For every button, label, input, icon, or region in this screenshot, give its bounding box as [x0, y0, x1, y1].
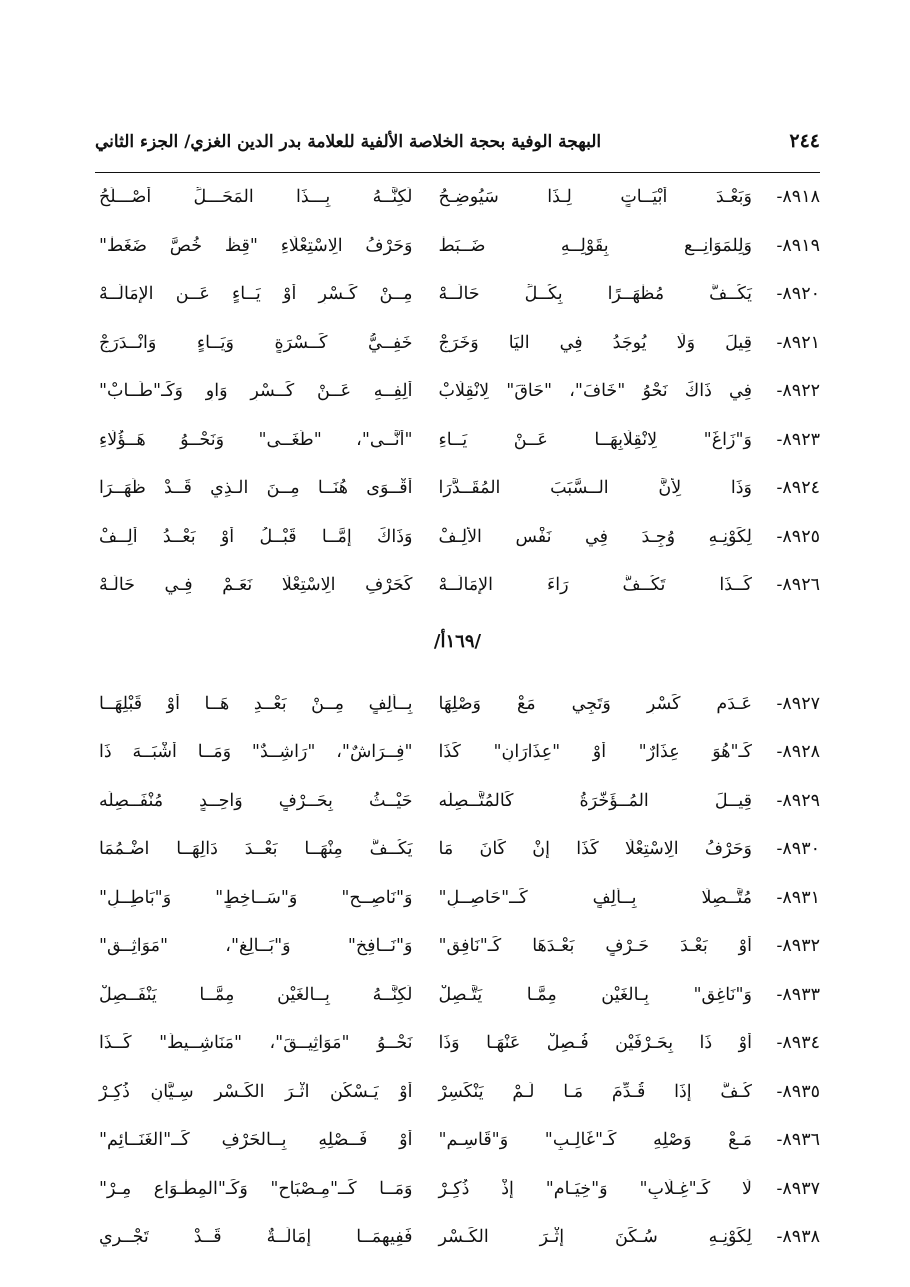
second-hemistich: وَحَرْفُ الِاسْتِعْلَاءِ "قِظْ خُصَّ ضَغَطْ"	[99, 235, 413, 256]
page-header	[95, 130, 820, 173]
first-hemistich: قِيــلَ المُــؤَخَّرَةُ كَالمُتَّــصِلَه	[438, 790, 752, 811]
first-hemistich: لَا كَـ"غِـلَابٍ" وَ"خِيَـامٍ" إِذْ ذُكِـرْ	[438, 1178, 752, 1199]
verse-line	[95, 728, 820, 777]
verse-number: ٨٩٢٩-	[776, 790, 820, 811]
book-page	[95, 130, 820, 1262]
second-hemistich: لَكِنَّــهُ بِـــذَا المَحَـــلِّ أَصْـــلَحُ	[99, 187, 413, 208]
verse-line	[95, 1019, 820, 1068]
verse-number: ٨٩٢٧-	[776, 693, 820, 714]
second-hemistich: أَقْــوَى هُنَــا مِــنَ الـذِي قَــدْ ظَهَــرَا	[99, 478, 413, 499]
running-title: البهجة الوفية بحجة الخلاصة الألفية للعلامة بدر الدين الغزي/ الجزء الثاني	[95, 132, 602, 152]
verse-number: ٨٩٢٢-	[776, 381, 820, 402]
verse-number: ٨٩٣٤-	[776, 1033, 820, 1054]
verse-number: ٨٩٢٤-	[776, 478, 820, 499]
first-hemistich: وَ"زَاغَ" لِانْقِلَابِهَــا عَــنْ يَــاءِ	[438, 429, 752, 450]
first-hemistich: كُـفَّ إِذَا قُـدِّمَ مَـا لَـمْ يَنْكَسِرْ	[438, 1081, 752, 1102]
first-hemistich: لِكَوْنِـهِ سُـكِّنَ إِثْـرَ الكَـسْرِ	[438, 1227, 752, 1248]
verse-number: ٨٩٢٣-	[776, 429, 820, 450]
verse-line	[95, 513, 820, 562]
verse-line	[95, 1068, 820, 1117]
first-hemistich: وَذَا لِأَنَّ الــسَّبَبَ المُقَــدَّرَا	[438, 478, 752, 499]
verse-line	[95, 173, 820, 222]
second-hemistich: مِــنْ كَـسْرٍ أَوْ يَــاءٍ عَــنِ الإِمَالَــهْ	[99, 284, 413, 305]
verse-line	[95, 874, 820, 923]
verse-line	[95, 971, 820, 1020]
page-number: ٢٤٤	[789, 130, 820, 152]
verse-line	[95, 1165, 820, 1214]
verse-number: ٨٩٢٠-	[776, 284, 820, 305]
second-hemistich: فَفِيهِمَــا إِمَالَــةٌ قَــدْ تَجْــرِي	[99, 1227, 413, 1248]
first-hemistich: مُتَّــصِلًا بِــأَلِفٍ كَــ"حَاصِــلِ"	[438, 887, 752, 908]
verse-line	[95, 319, 820, 368]
second-hemistich: أَلِفِــهِ عَــنْ كَــسْرٍ وَاوٍ وَكَـ"طَــابْ"	[99, 381, 413, 402]
second-hemistich: "فِــرَاشٌ"، "رَاشِــدٌ" وَمَــا أَشْبَــهَ ذَا	[99, 742, 413, 763]
verse-line	[95, 825, 820, 874]
verse-number: ٨٩٣١-	[776, 887, 820, 908]
verse-line	[95, 416, 820, 465]
first-hemistich: وَلِلمَوَانِــعِ بِقَوْلِــهِ ضَــبَطْ	[438, 235, 752, 256]
second-hemistich: كَحَرْفِ الِاسْتِعْلَا نَعَـمْ فِـي حَالَـهْ	[99, 575, 413, 596]
verse-line	[95, 777, 820, 826]
second-hemistich: وَمَــا كَــ"مِـصْبَاحٍ" وَكَـ"المِطْـوَاعِ مِـرْ"	[99, 1178, 413, 1199]
verse-list-part1	[95, 173, 820, 610]
verse-number: ٨٩٢٦-	[776, 575, 820, 596]
verse-number: ٨٩٣٣-	[776, 984, 820, 1005]
verse-line	[95, 680, 820, 729]
verse-number: ٨٩٢٥-	[776, 526, 820, 547]
second-hemistich: أَوْ فَــصْلِهِ بِــالحَرْفِ كَــ"الغَنَــائِمِ"	[99, 1130, 413, 1151]
verse-number: ٨٩٢٨-	[776, 742, 820, 763]
verse-number: ٨٩٣٧-	[776, 1178, 820, 1199]
first-hemistich: يَكُــفُّ مُظْهَــرًا بِكُــلِّ حَالَــهْ	[438, 284, 752, 305]
verse-number: ٨٩٣٨-	[776, 1227, 820, 1248]
first-hemistich: مَـعْ وَصْلِهِ كَـ"غَالِـبٍ" وَ"قَاسِـمِ"	[438, 1130, 752, 1151]
second-hemistich: بِــأَلِفٍ مِــنْ بَعْــدِ هَــا أَوْ قَبْلِهَــا	[99, 693, 413, 714]
verse-number: ٨٩١٨-	[776, 187, 820, 208]
first-hemistich: أَوْ بَعْـدَ حَـرْفٍ بَعْـدَهَا كَـ"نَافِقٍ"	[438, 936, 752, 957]
verse-list-part2	[95, 680, 820, 1262]
folio-marker: /١٦٩أ/	[433, 630, 482, 652]
verse-line	[95, 222, 820, 271]
verse-line	[95, 464, 820, 513]
first-hemistich: فِي ذَاكَ نَحْوُ "خَافَ"، "حَاقَ" لِانْقِلَابْ	[438, 381, 752, 402]
verse-number: ٨٩٢١-	[776, 332, 820, 353]
verse-number: ٨٩٣٠-	[776, 839, 820, 860]
first-hemistich: أَوْ ذَا بِحَـرْفَيْنِ فُـصِلْ عَنْهَـا وَذَا	[438, 1033, 752, 1054]
verse-line	[95, 1213, 820, 1262]
verse-line	[95, 1116, 820, 1165]
second-hemistich: وَ"نَاصِــحٍ" وَ"سَــاخِطٍ" وَ"بَاطِــلِ"	[99, 887, 413, 908]
second-hemistich: أَوْ يَـسْكُنِ اثْـرَ الكَـسْرِ سِـيَّانِ ذُكِـرْ	[99, 1081, 413, 1102]
first-hemistich: كَـ"هُوَ عِذَارٌ" أَوْ "عِذَارَانِ" كَذَا	[438, 742, 752, 763]
verse-number: ٨٩٣٦-	[776, 1130, 820, 1151]
verse-number: ٨٩٣٥-	[776, 1081, 820, 1102]
first-hemistich: وَ"نَاغِقٍ" بِـالغَيْنِ مِمَّـا يَتَّـصِلْ	[438, 984, 752, 1005]
second-hemistich: خَفِــيُّ كَــسْرَةٍ وَيَــاءٍ وَانْــدَرَجْ	[99, 332, 413, 353]
second-hemistich: حَيْــثُ بِحَــرْفٍ وَاحِــدٍ مُنْفَــصِلَه	[99, 790, 413, 811]
verse-line	[95, 922, 820, 971]
first-hemistich: عَـدَمِ كَسْرٍ وَتَجِي مَعْ وَصْلِهَا	[438, 693, 752, 714]
verse-line	[95, 367, 820, 416]
first-hemistich: وَحَرْفُ الِاسْتِعْلَا كَذَا إِنْ كَانَ مَا	[438, 839, 752, 860]
verse-number: ٨٩٣٢-	[776, 936, 820, 957]
second-hemistich: "أَنَّــى"، "طَغَــى" وَنَحْــوُ هَــؤُلَاءِ	[99, 429, 413, 450]
first-hemistich: لِكَوْنِـهِ وُجِـدَ فِي نَفْسِ الأَلِـفْ	[438, 526, 752, 547]
second-hemistich: وَ"نَــافِخٍ" وَ"بَــالِغٍ"، "مَوَاثِــقِ"	[99, 936, 413, 957]
verse-line	[95, 561, 820, 610]
first-hemistich: كَــذَا تَكُــفُّ رَاءَ الإِمَالَــهْ	[438, 575, 752, 596]
first-hemistich: وَبَعْـدَ أَبْيَــاتٍ لِـذَا سَيُوضِـحُ	[438, 187, 752, 208]
second-hemistich: وَذَاكَ إِمَّــا قَبْــلُ أَوْ بَعْــدُ أُلِــفْ	[99, 526, 413, 547]
verse-line	[95, 270, 820, 319]
first-hemistich: قِيلَ وَلَا يُوجَدُ فِي اليَا وَخَرَجْ	[438, 332, 752, 353]
second-hemistich: يَكُــفُّ مِنْهَــا بَعْــدَ دَالِهَــا اضْـمُمَا	[99, 839, 413, 860]
second-hemistich: لَكِنَّــهُ بِــالغَيْنِ مِمَّــا يَنْفَــصِلْ	[99, 984, 413, 1005]
verse-number: ٨٩١٩-	[776, 235, 820, 256]
second-hemistich: نَحْــوُ "مَوَاثِيــقَ"، "مَنَاشِــيطَ" كَــذَا	[99, 1033, 413, 1054]
